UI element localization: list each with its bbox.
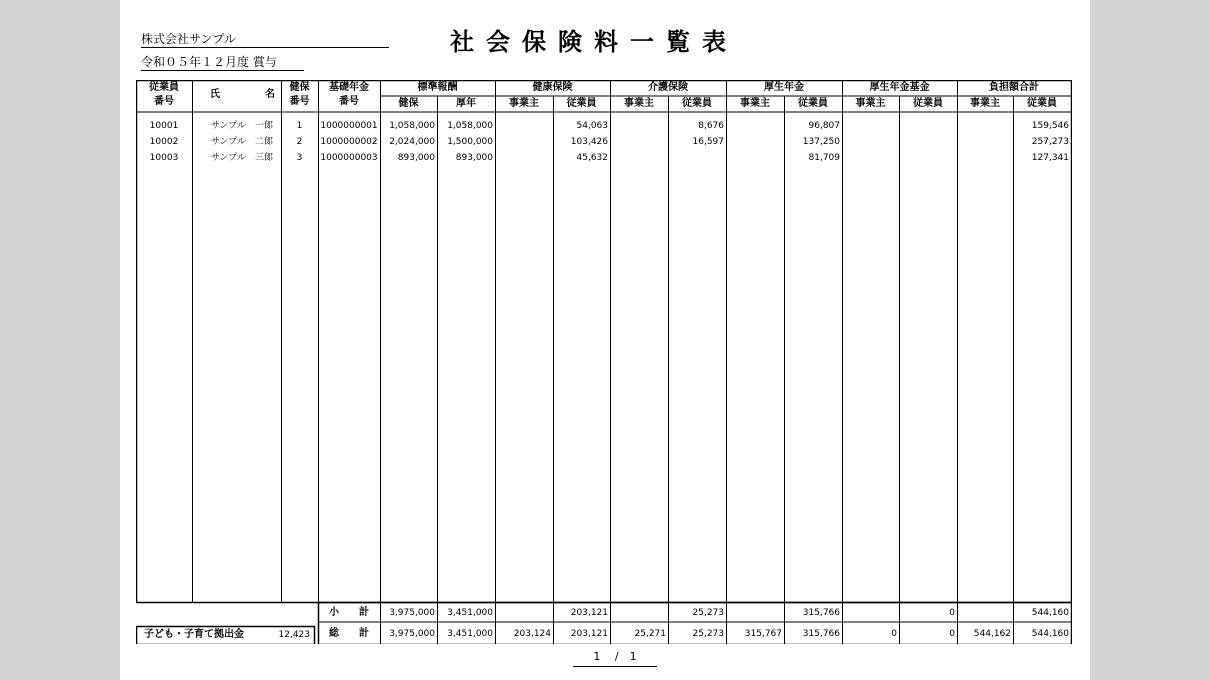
- row-std-kounen: 1,500,000: [447, 137, 493, 147]
- grandtotal-fund-ee: 0: [949, 629, 955, 639]
- row-emp-no: 10002: [149, 137, 179, 147]
- subtotal-std-kounen: 3,451,000: [447, 608, 493, 618]
- subtotal-health-ee: 203,121: [570, 608, 608, 618]
- grandtotal-label: 総 計: [329, 628, 369, 639]
- header-sub: 事業主: [855, 98, 886, 109]
- row-pension-ee: 81,709: [808, 153, 840, 163]
- grandtotal-health-ee: 203,121: [570, 629, 608, 639]
- table-grid: [136, 80, 1072, 644]
- header-name: 名: [265, 89, 275, 100]
- row-total-ee: 257,273: [1031, 137, 1069, 147]
- grandtotal-health-er: 203,124: [513, 629, 551, 639]
- row-name: サンプル 三郎: [210, 153, 273, 163]
- subtotal-total-ee: 544,160: [1031, 608, 1069, 618]
- row-std-kenpo: 2,024,000: [389, 137, 435, 147]
- subtotal-fund-ee: 0: [949, 608, 955, 618]
- grandtotal-care-er: 25,271: [634, 629, 666, 639]
- row-health-ee: 103,426: [570, 137, 608, 147]
- row-emp-no: 10003: [149, 153, 179, 163]
- header-group: 厚生年金基金: [869, 82, 930, 93]
- header-emp-no: 番号: [154, 96, 174, 107]
- subtotal-care-ee: 25,273: [692, 608, 724, 618]
- page-number: 1 / 1: [573, 650, 657, 667]
- row-kiso-no: 1000000003: [320, 153, 378, 163]
- row-emp-no: 10001: [149, 121, 179, 131]
- header-sub: 従業員: [1027, 98, 1057, 109]
- subtotal-label: 小 計: [329, 607, 369, 618]
- row-kenpo-no: 3: [296, 153, 303, 163]
- header-kiso-no: 基礎年金: [329, 82, 369, 93]
- row-health-ee: 45,632: [576, 153, 608, 163]
- header-kenpo-no: 健保: [289, 82, 310, 93]
- grandtotal-pension-er: 315,767: [744, 629, 782, 639]
- grandtotal-fund-er: 0: [891, 629, 897, 639]
- row-pension-ee: 96,807: [808, 121, 840, 131]
- grandtotal-care-ee: 25,273: [692, 629, 724, 639]
- row-std-kenpo: 1,058,000: [389, 121, 435, 131]
- company-name: 株式会社サンプル: [141, 31, 389, 48]
- header-sub: 健保: [398, 98, 419, 109]
- header-name: 氏: [210, 89, 220, 100]
- grandtotal-std-kenpo: 3,975,000: [389, 629, 435, 639]
- report-page: [120, 0, 1090, 680]
- row-care-ee: 8,676: [698, 121, 724, 131]
- subtotal-std-kenpo: 3,975,000: [389, 608, 435, 618]
- grandtotal-pension-ee: 315,766: [802, 629, 840, 639]
- header-sub: 従業員: [566, 98, 597, 109]
- row-std-kenpo: 893,000: [397, 153, 435, 163]
- row-kiso-no: 1000000001: [320, 121, 378, 131]
- header-sub: 事業主: [509, 98, 539, 109]
- row-kenpo-no: 1: [296, 121, 303, 131]
- header-sub: 厚年: [456, 98, 476, 109]
- row-name: サンプル 二郎: [210, 137, 273, 147]
- row-kenpo-no: 2: [296, 137, 303, 147]
- header-group: 負担額合計: [989, 82, 1039, 93]
- report-period: 令和０５年１２月度 賞与: [141, 54, 304, 71]
- row-std-kounen: 1,058,000: [447, 121, 493, 131]
- header-sub: 事業主: [970, 98, 1000, 109]
- header-group: 健康保険: [532, 82, 573, 93]
- subtotal-pension-ee: 315,766: [802, 608, 840, 618]
- row-total-ee: 127,341: [1031, 153, 1069, 163]
- row-name: サンプル 一郎: [210, 121, 273, 131]
- row-kiso-no: 1000000002: [320, 137, 378, 147]
- child-contribution-label: 子ども・子育て拠出金: [144, 629, 244, 640]
- header-sub: 事業主: [624, 98, 654, 109]
- grandtotal-total-ee: 544,160: [1031, 629, 1069, 639]
- header-emp-no: 従業員: [149, 82, 179, 93]
- row-pension-ee: 137,250: [802, 137, 840, 147]
- header-group: 厚生年金: [764, 82, 804, 93]
- row-care-ee: 16,597: [692, 137, 724, 147]
- grandtotal-std-kounen: 3,451,000: [447, 629, 493, 639]
- row-health-ee: 54,063: [576, 121, 608, 131]
- row-std-kounen: 893,000: [455, 153, 493, 163]
- header-group: 標準報酬: [417, 82, 458, 93]
- insurance-table: [136, 80, 1072, 644]
- child-contribution-value: 12,423: [278, 630, 310, 640]
- header-kiso-no: 番号: [339, 96, 359, 107]
- header-sub: 事業主: [740, 98, 770, 109]
- header-group: 介護保険: [648, 82, 688, 93]
- header-sub: 従業員: [913, 98, 943, 109]
- header-sub: 従業員: [682, 98, 712, 109]
- grandtotal-total-er: 544,162: [973, 629, 1011, 639]
- row-total-ee: 159,546: [1031, 121, 1069, 131]
- header-kenpo-no: 番号: [289, 96, 310, 107]
- header-sub: 従業員: [798, 98, 828, 109]
- page-title: 社会保険料一覧表: [450, 28, 738, 56]
